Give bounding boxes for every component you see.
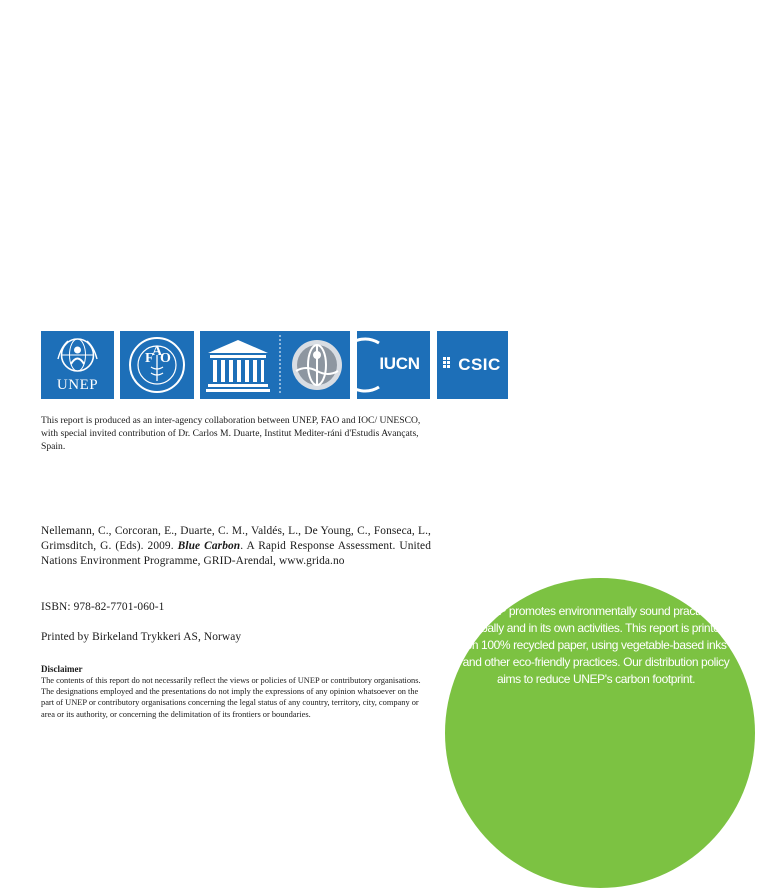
unep-label: UNEP xyxy=(56,377,99,393)
unesco-ioc-logo xyxy=(200,331,350,399)
disclaimer-text: The contents of this report do not necessarily reflect the views or policies of UNEP or contributory organisations. The designations employed and the presentations do not imply the expressions of any opinion whatsoever on the part of UNEP or contributory organisations concerning the legal status of any country, territory, city, company or area or its authority, or concerning the delimitation of its frontiers or boundaries. xyxy=(41,676,421,719)
svg-text:F: F xyxy=(145,351,154,366)
fao-emblem-icon xyxy=(120,331,194,399)
citation-title: Blue Carbon xyxy=(177,540,241,552)
eco-statement: UNEP promotes environmentally sound practices globally and in its own activities. This report is printed on 100% recycled paper, using vegetable-based inks and other eco-friendly practices. Our distribution policy aims to reduce UNEP's carbon footprint. xyxy=(462,604,730,686)
svg-text:A: A xyxy=(152,344,163,359)
isbn: ISBN: 978-82-7701-060-1 xyxy=(41,601,165,613)
iucn-logo xyxy=(357,331,430,399)
fao-logo xyxy=(120,331,194,399)
citation xyxy=(41,524,431,569)
iucn-label: IUCN xyxy=(379,354,420,373)
csic-label: CSIC xyxy=(458,355,501,374)
unep-logo xyxy=(41,331,114,399)
csic-logo xyxy=(437,331,508,399)
unesco-temple-icon xyxy=(200,331,350,399)
disclaimer-heading: Disclaimer xyxy=(41,664,83,674)
citation-authors: Nellemann, C., Corcoran, E., Duarte, C. M., Valdés, L., De Young, C., Fonseca, L., Grimsditch, G. (Eds). 2009. xyxy=(41,525,431,552)
svg-text:O: O xyxy=(160,351,171,366)
printer-credit: Printed by Birkeland Trykkeri AS, Norway xyxy=(41,631,242,643)
collaboration-note: This report is produced as an inter-agency collaboration between UNEP, FAO and IOC/ UNESCO, with special invited contribution of Dr. Carlos M. Duarte, Institut Mediter-ráni d'Estudis Avançats, Spain. xyxy=(41,415,421,452)
citation-publisher: . A Rapid Response Assessment. United Nations Environment Programme, GRID-Arendal, www.grida.no xyxy=(41,540,432,567)
